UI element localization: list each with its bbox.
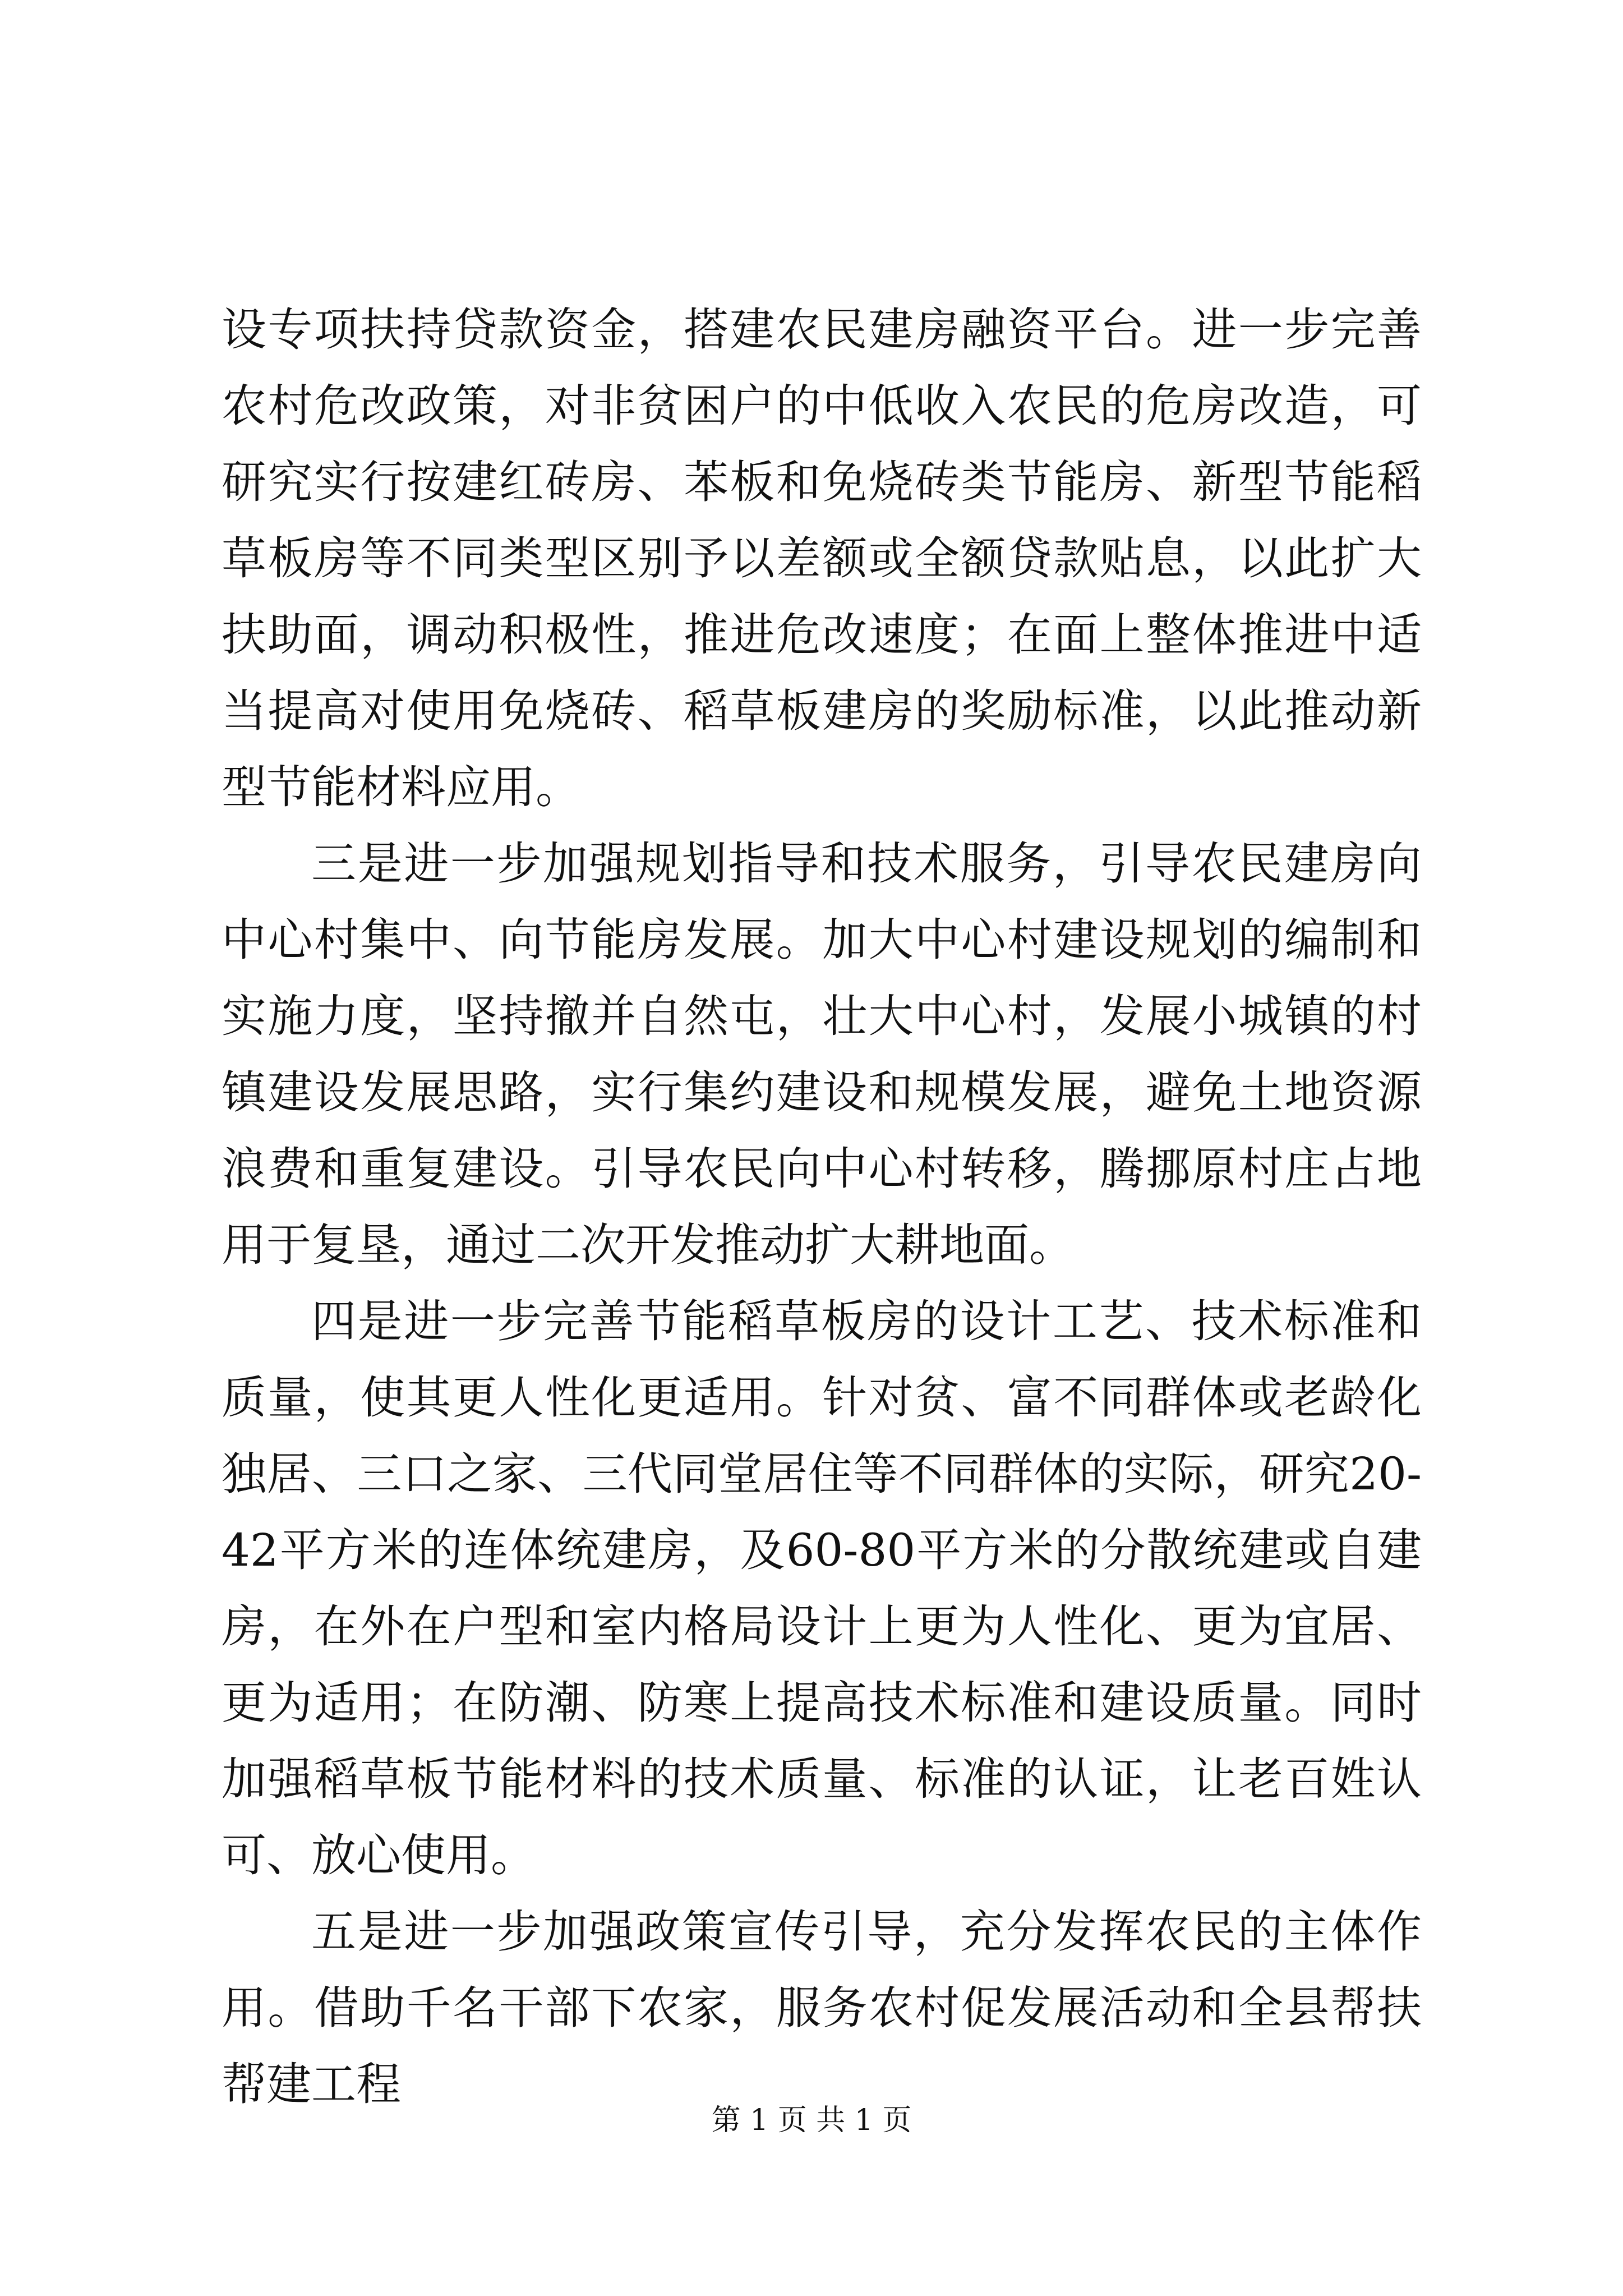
paragraph-four: 四是进一步完善节能稻草板房的设计工艺、技术标准和质量，使其更人性化更适用。针对贫、富不同群体或老龄化独居、三口之家、三代同堂居住等不同群体的实际，研究20-42平方米的连体统建房，及60-80平方米的分散统建或自建房，在外在户型和室内格局设计上更为人性化、更为宜居、更为适用；在防潮、防寒上提高技术标准和建设质量。同时加强稻草板节能材料的技术质量、标准的认证，让老百姓认可、放心使用。 <box>222 1295 1422 1881</box>
paragraph-three: 三是进一步加强规划指导和技术服务，引导农民建房向中心村集中、向节能房发展。加大中心村建设规划的编制和实施力度，坚持撤并自然屯，壮大中心村，发展小城镇的村镇建设发展思路，实行集约建设和规模发展，避免土地资源浪费和重复建设。引导农民向中心村转移，腾挪原村庄占地用于复垦，通过二次开发推动扩大耕地面。 <box>222 838 1422 1271</box>
page-footer: 第 1 页 共 1 页 <box>711 2104 912 2137</box>
paragraph-five: 五是进一步加强政策宣传引导，充分发挥农民的主体作用。借助千名干部下农家，服务农村促发展活动和全县帮扶帮建工程 <box>222 1906 1422 2110</box>
document-body <box>222 292 1422 2123</box>
paragraph-continued: 设专项扶持贷款资金，搭建农民建房融资平台。进一步完善农村危改政策，对非贫困户的中低收入农民的危房改造，可研究实行按建红砖房、苯板和免烧砖类节能房、新型节能稻草板房等不同类型区别予以差额或全额贷款贴息，以此扩大扶助面，调动积极性，推进危改速度；在面上整体推进中适当提高对使用免烧砖、稻草板建房的奖励标准，以此推动新型节能材料应用。 <box>222 303 1422 813</box>
